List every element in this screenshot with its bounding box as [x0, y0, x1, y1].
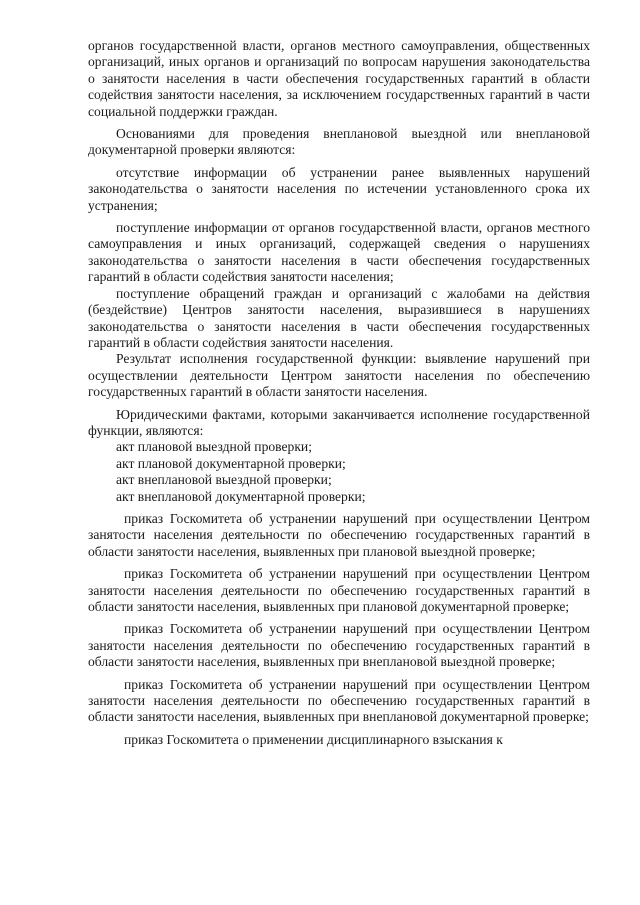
paragraph-1: органов государственной власти, органов местного самоуправления, общественных организаций, иных органов и организаций по вопросам нарушения законодательства о занятости населения в части обеспечения государственных гарантий в области содействия занятости населения, за исключением государственных гарантий в части социальной поддержки граждан.	[88, 38, 590, 119]
order-paragraph-5: приказ Госкомитета о применении дисциплинарного взыскания к	[124, 731, 503, 747]
order-paragraph-3: приказ Госкомитета об устранении нарушений при осуществлении Центром занятости населения деятельности по обеспечению государственных гарантий в области занятости населения, выявленных при внеплановой выездной проверке;	[88, 621, 590, 670]
paragraph-6: Результат исполнения государственной функции: выявление нарушений при осуществлении деятельности Центром занятости населения по обеспечению государственных гарантий в области занятости населения.	[88, 351, 590, 400]
list-item-2: акт плановой документарной проверки;	[116, 455, 346, 471]
paragraph-7: Юридическими фактами, которыми заканчивается исполнение государственной функции, являются:	[88, 406, 590, 438]
paragraph-2: Основаниями для проведения внеплановой выездной или внеплановой документарной проверки являются:	[88, 126, 590, 158]
order-paragraph-1: приказ Госкомитета об устранении нарушений при осуществлении Центром занятости населения деятельности по обеспечению государственных гарантий в области занятости населения, выявленных при плановой выездной проверке;	[88, 510, 590, 559]
list-item-3: акт внеплановой выездной проверки;	[116, 472, 332, 488]
order-paragraph-2: приказ Госкомитета об устранении нарушений при осуществлении Центром занятости населения деятельности по обеспечению государственных гарантий в области занятости населения, выявленных при плановой документарной проверке;	[88, 566, 590, 614]
list-item-1: акт плановой выездной проверки;	[116, 439, 312, 455]
paragraph-5: поступление обращений граждан и организаций с жалобами на действия (бездействие) Центров занятости населения, выразившиеся в нарушениях законодательства о занятости населения в части обеспечения государственных гарантий в области содействия занятости населения.	[88, 285, 590, 350]
order-paragraph-4: приказ Госкомитета об устранении нарушений при осуществлении Центром занятости населения деятельности по обеспечению государственных гарантий в области занятости населения, выявленных при внеплановой документарной проверке;	[88, 676, 590, 725]
paragraph-3: отсутствие информации об устранении ранее выявленных нарушений законодательства о занятости населения по истечении установленного срока их устранения;	[88, 164, 590, 213]
paragraph-4: поступление информации от органов государственной власти, органов местного самоуправления и иных организаций, содержащей сведения о нарушениях законодательства о занятости населения в части обеспечения государственных гарантий в области содействия занятости населения;	[88, 220, 590, 285]
list-item-4: акт внеплановой документарной проверки;	[116, 488, 366, 504]
